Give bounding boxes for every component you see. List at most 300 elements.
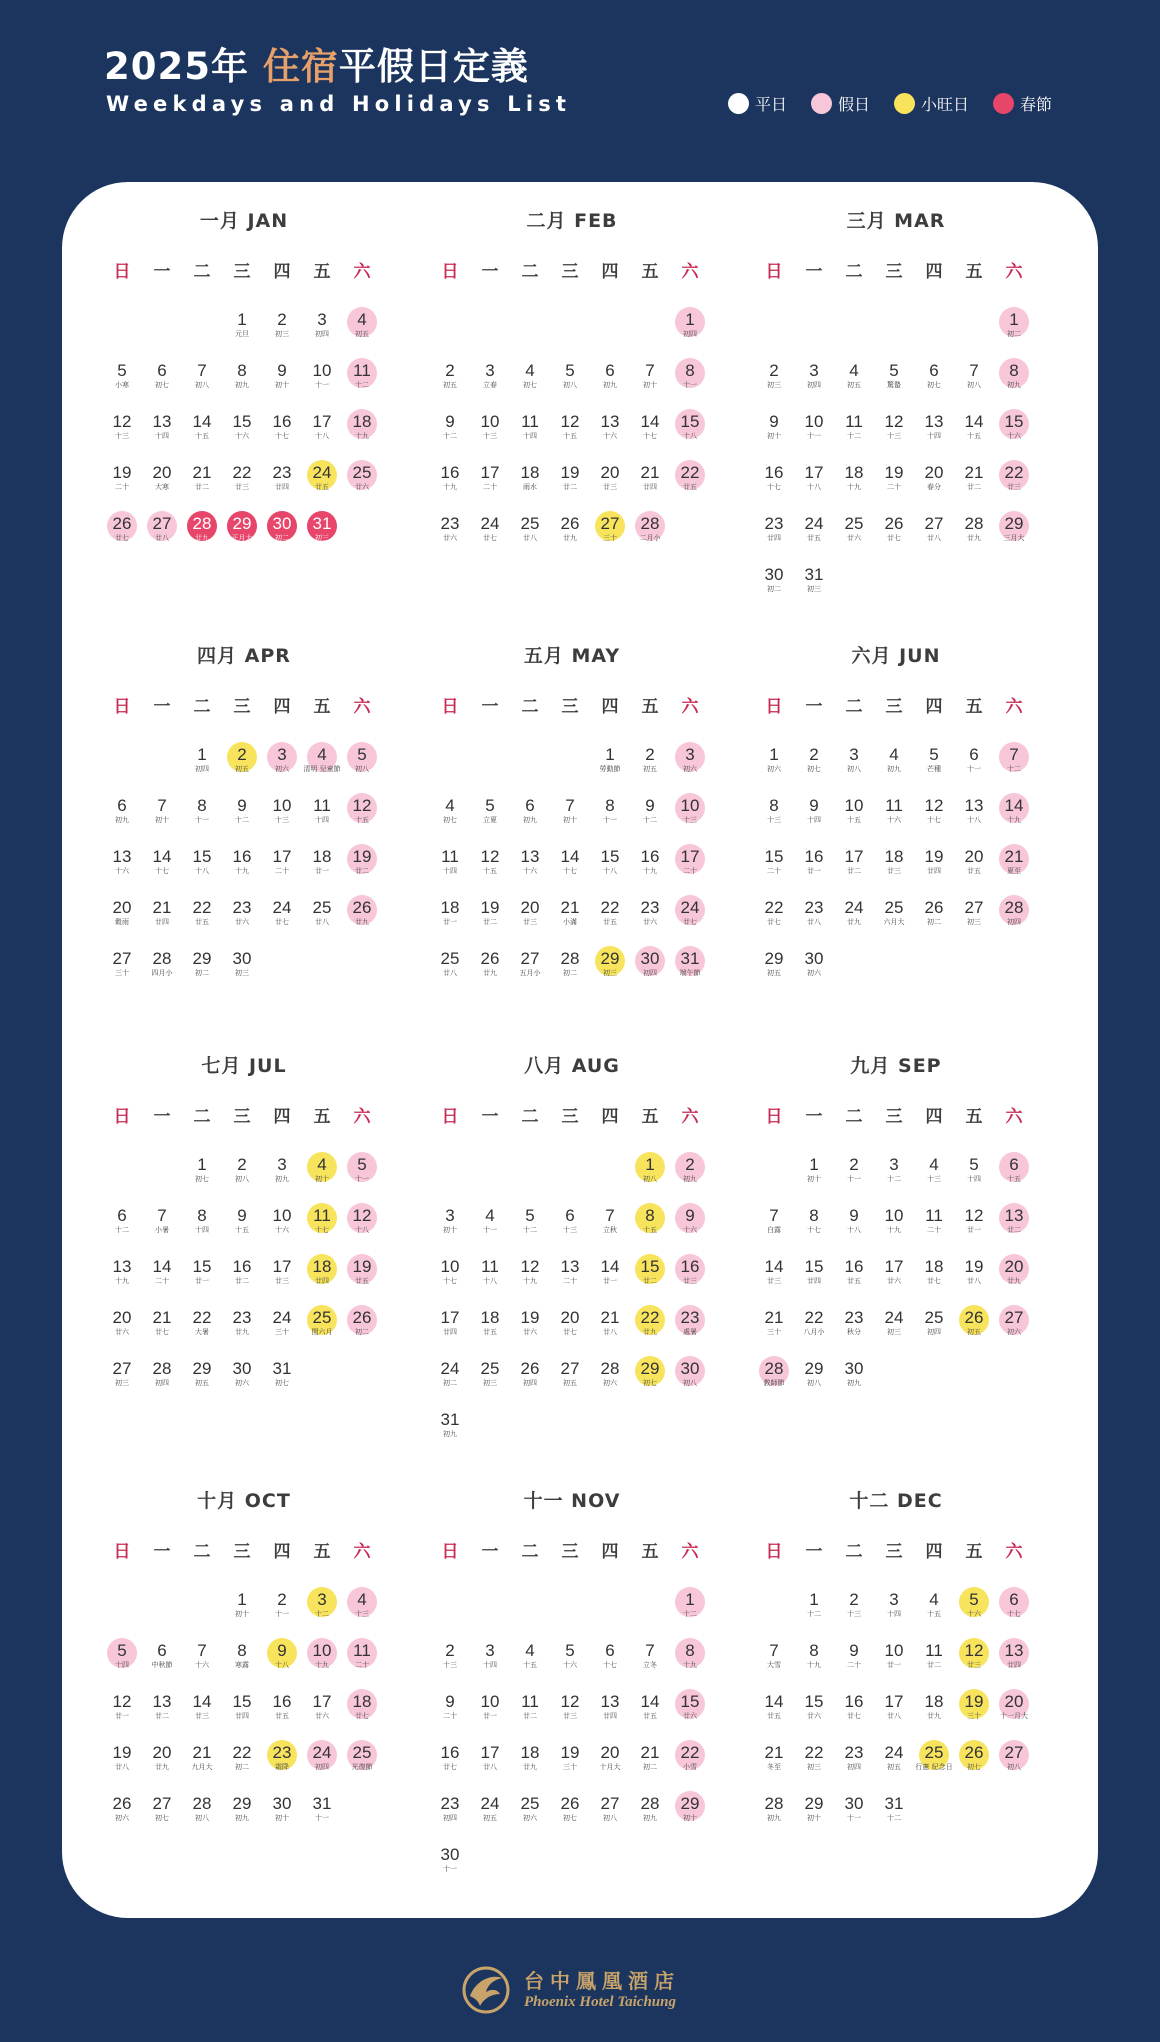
lunar-label: 二十 xyxy=(683,867,697,875)
day-number: 6 xyxy=(1009,1590,1019,1609)
day-cell xyxy=(182,1740,222,1791)
month-block xyxy=(754,1052,1038,1407)
lunar-label: 初三 xyxy=(275,330,289,338)
lunar-label: 初三 xyxy=(483,1379,497,1387)
lunar-label: 廿三 xyxy=(523,918,537,926)
lunar-label: 初九 xyxy=(443,1430,457,1438)
weekday-label: 日 xyxy=(441,1542,459,1562)
day-number: 4 xyxy=(317,1155,327,1174)
lunar-label: 處暑 xyxy=(683,1328,697,1336)
month-title: 八月 AUG xyxy=(524,1055,620,1077)
day-number: 2 xyxy=(445,1641,455,1660)
day-cell xyxy=(142,1203,182,1254)
day-cell xyxy=(550,358,590,409)
day-cell xyxy=(590,793,630,844)
day-number: 11 xyxy=(521,412,539,431)
lunar-label: 十二 xyxy=(643,816,657,824)
day-number: 25 xyxy=(312,1308,332,1327)
day-cell xyxy=(590,1791,630,1842)
day-number: 12 xyxy=(964,1206,984,1225)
day-cell xyxy=(590,409,630,460)
lunar-label: 初六 xyxy=(683,765,697,773)
day-cell xyxy=(834,1254,874,1305)
day-number: 13 xyxy=(112,1257,132,1276)
lunar-label: 初九 xyxy=(887,765,901,773)
day-number: 5 xyxy=(117,361,127,380)
lunar-label: 廿一 xyxy=(315,867,329,875)
lunar-label: 十七 xyxy=(563,867,577,875)
day-number: 23 xyxy=(804,898,824,917)
lunar-label: 十七 xyxy=(443,1277,457,1285)
day-number: 27 xyxy=(520,949,540,968)
lunar-label: 廿五 xyxy=(967,867,981,875)
weekday-label: 六 xyxy=(353,697,371,717)
day-number: 28 xyxy=(1004,898,1024,917)
day-number: 28 xyxy=(640,514,660,533)
day-number: 25 xyxy=(924,1308,944,1327)
day-number: 28 xyxy=(192,514,212,533)
day-cell xyxy=(342,742,382,793)
lunar-label: 初九 xyxy=(275,1175,289,1183)
weekday-header xyxy=(754,692,1038,722)
day-number: 7 xyxy=(769,1641,779,1660)
day-number: 22 xyxy=(232,463,252,482)
day-cell xyxy=(670,460,710,511)
day-cell xyxy=(834,1356,874,1407)
legend-label: 小旺日 xyxy=(920,95,969,114)
day-cell xyxy=(874,1254,914,1305)
day-cell xyxy=(754,1305,794,1356)
weekday-label: 一 xyxy=(153,697,171,717)
day-number: 26 xyxy=(520,1359,540,1378)
lunar-label: 初六 xyxy=(767,765,781,773)
day-cell xyxy=(754,1203,794,1254)
day-number: 29 xyxy=(680,1794,700,1813)
day-cell xyxy=(222,460,262,511)
day-number: 10 xyxy=(884,1641,904,1660)
day-cell xyxy=(470,460,510,511)
lunar-label: 廿一 xyxy=(443,918,457,926)
lunar-label: 初三 xyxy=(315,534,329,542)
day-number: 27 xyxy=(924,514,944,533)
day-number: 5 xyxy=(969,1155,979,1174)
day-cell xyxy=(430,1203,470,1254)
lunar-label: 十五 xyxy=(235,1226,249,1234)
day-cell xyxy=(994,358,1034,409)
day-number: 2 xyxy=(849,1590,859,1609)
day-number: 27 xyxy=(152,1794,172,1813)
day-number: 12 xyxy=(884,412,904,431)
legend-label: 假日 xyxy=(837,95,870,114)
weekday-label: 四 xyxy=(601,1542,619,1562)
day-number: 15 xyxy=(1004,412,1024,431)
lunar-label: 十三 xyxy=(275,816,289,824)
day-number: 18 xyxy=(884,847,904,866)
day-cell xyxy=(994,844,1034,895)
lunar-label: 立冬 xyxy=(643,1661,657,1669)
lunar-label: 十七 xyxy=(155,867,169,875)
lunar-label: 廿六 xyxy=(315,1712,329,1720)
day-cell xyxy=(302,460,342,511)
weekday-header xyxy=(102,692,386,722)
weekday-label: 日 xyxy=(441,697,459,717)
lunar-label: 十五 xyxy=(483,867,497,875)
empty-cell xyxy=(794,307,834,358)
day-number: 6 xyxy=(605,361,615,380)
day-cell xyxy=(182,742,222,793)
day-cell xyxy=(262,895,302,946)
lunar-label: 初九 xyxy=(603,381,617,389)
day-number: 15 xyxy=(680,412,700,431)
day-cell xyxy=(994,1203,1034,1254)
day-cell xyxy=(630,409,670,460)
day-cell xyxy=(914,460,954,511)
lunar-label: 廿二 xyxy=(927,1661,941,1669)
lunar-label: 十二 xyxy=(847,432,861,440)
day-number: 24 xyxy=(312,1743,332,1762)
lunar-label: 初五 xyxy=(483,1814,497,1822)
weekday-header xyxy=(430,1102,714,1132)
day-cell xyxy=(262,1587,302,1638)
lunar-label: 十五 xyxy=(847,816,861,824)
day-number: 3 xyxy=(445,1206,455,1225)
day-number: 31 xyxy=(312,514,332,533)
lunar-label: 初五 xyxy=(643,765,657,773)
lunar-label: 廿一 xyxy=(115,1712,129,1720)
lunar-label: 十一 xyxy=(275,1610,289,1618)
day-number: 21 xyxy=(764,1308,784,1327)
day-cell xyxy=(342,1689,382,1740)
day-cell xyxy=(142,460,182,511)
day-number: 10 xyxy=(272,796,292,815)
day-number: 18 xyxy=(520,463,540,482)
lunar-label: 廿八 xyxy=(155,534,169,542)
weekday-label: 二 xyxy=(845,1542,863,1562)
day-cell xyxy=(510,1254,550,1305)
empty-cell xyxy=(874,307,914,358)
day-cell xyxy=(994,1740,1034,1791)
weekday-label: 六 xyxy=(681,1107,699,1127)
month-block xyxy=(430,1052,714,1458)
weekday-label: 五 xyxy=(641,697,659,717)
day-number: 9 xyxy=(685,1206,695,1225)
lunar-label: 十六 xyxy=(563,1661,577,1669)
month-block xyxy=(754,1487,1038,1842)
lunar-label: 十五 xyxy=(643,1226,657,1234)
lunar-label: 十一 xyxy=(315,1814,329,1822)
day-cell xyxy=(670,1740,710,1791)
day-number: 4 xyxy=(357,310,367,329)
weekday-label: 二 xyxy=(521,1542,539,1562)
day-cell xyxy=(102,793,142,844)
day-cell xyxy=(794,1203,834,1254)
day-number: 2 xyxy=(277,1590,287,1609)
day-cell xyxy=(550,844,590,895)
day-cell xyxy=(754,562,794,613)
day-number: 2 xyxy=(237,1155,247,1174)
day-number: 13 xyxy=(152,412,172,431)
lunar-label: 廿五 xyxy=(195,918,209,926)
day-number: 3 xyxy=(685,745,695,764)
lunar-label: 初二 xyxy=(275,534,289,542)
day-number: 13 xyxy=(964,796,984,815)
day-cell xyxy=(794,946,834,997)
day-cell xyxy=(834,844,874,895)
day-cell xyxy=(874,844,914,895)
day-cell xyxy=(630,1689,670,1740)
day-number: 22 xyxy=(680,463,700,482)
lunar-label: 光復節 xyxy=(351,1763,373,1771)
day-cell xyxy=(182,1203,222,1254)
day-cell xyxy=(670,1152,710,1203)
day-number: 20 xyxy=(600,463,620,482)
day-cell xyxy=(302,409,342,460)
lunar-label: 大雪 xyxy=(767,1661,781,1669)
day-cell xyxy=(994,1305,1034,1356)
day-number: 7 xyxy=(157,796,167,815)
day-number: 18 xyxy=(844,463,864,482)
lunar-label: 十月大 xyxy=(599,1763,621,1771)
weekday-label: 四 xyxy=(925,262,943,282)
lunar-label: 初七 xyxy=(643,1379,657,1387)
day-number: 15 xyxy=(600,847,620,866)
day-number: 13 xyxy=(152,1692,172,1711)
lunar-label: 三十 xyxy=(115,969,129,977)
day-cell xyxy=(794,793,834,844)
day-cell xyxy=(102,409,142,460)
day-number: 13 xyxy=(560,1257,580,1276)
empty-cell xyxy=(954,307,994,358)
lunar-label: 初四 xyxy=(443,1814,457,1822)
day-number: 24 xyxy=(272,898,292,917)
day-cell xyxy=(834,460,874,511)
day-cell xyxy=(590,1689,630,1740)
lunar-label: 驚蟄 xyxy=(887,381,901,389)
day-cell xyxy=(262,409,302,460)
day-cell xyxy=(794,511,834,562)
day-number: 27 xyxy=(1004,1743,1024,1762)
day-number: 16 xyxy=(272,412,292,431)
day-number: 24 xyxy=(844,898,864,917)
month-title: 十二 DEC xyxy=(849,1490,943,1512)
day-number: 12 xyxy=(560,412,580,431)
weekday-label: 五 xyxy=(965,697,983,717)
day-number: 5 xyxy=(485,796,495,815)
day-cell xyxy=(630,844,670,895)
day-number: 10 xyxy=(680,796,700,815)
day-cell xyxy=(994,307,1034,358)
weekday-label: 四 xyxy=(273,697,291,717)
lunar-label: 四月小 xyxy=(151,969,173,977)
day-cell xyxy=(630,946,670,997)
lunar-label: 大暑 xyxy=(195,1328,209,1336)
lunar-label: 初二 xyxy=(195,969,209,977)
day-cell xyxy=(914,1305,954,1356)
day-cell xyxy=(914,742,954,793)
day-number: 21 xyxy=(640,1743,660,1762)
lunar-label: 初十 xyxy=(275,1814,289,1822)
weekday-label: 五 xyxy=(641,1107,659,1127)
lunar-label: 十一 xyxy=(807,432,821,440)
day-number: 6 xyxy=(157,1641,167,1660)
day-cell xyxy=(102,895,142,946)
day-number: 10 xyxy=(312,361,332,380)
day-cell xyxy=(182,946,222,997)
day-cell xyxy=(262,1638,302,1689)
lunar-label: 二十 xyxy=(115,483,129,491)
day-cell xyxy=(222,358,262,409)
day-cell xyxy=(102,1356,142,1407)
day-cell xyxy=(222,307,262,358)
day-cell xyxy=(670,307,710,358)
day-cell xyxy=(550,511,590,562)
lunar-label: 小暑 xyxy=(155,1226,169,1234)
day-number: 17 xyxy=(480,1743,500,1762)
day-number: 4 xyxy=(929,1590,939,1609)
day-number: 23 xyxy=(764,514,784,533)
lunar-label: 廿四 xyxy=(767,534,781,542)
day-cell xyxy=(182,1254,222,1305)
lunar-label: 廿四 xyxy=(603,1712,617,1720)
day-number: 8 xyxy=(809,1206,819,1225)
day-number: 28 xyxy=(600,1359,620,1378)
lunar-label: 二十 xyxy=(563,1277,577,1285)
day-cell xyxy=(470,1356,510,1407)
day-cell xyxy=(630,511,670,562)
day-number: 14 xyxy=(964,412,984,431)
day-number: 30 xyxy=(680,1359,700,1378)
footer-name-cn: 台中鳳凰酒店 xyxy=(524,1969,680,1993)
lunar-label: 十九 xyxy=(643,867,657,875)
weekday-label: 五 xyxy=(313,1542,331,1562)
lunar-label: 初三 xyxy=(807,1763,821,1771)
day-number: 8 xyxy=(685,361,695,380)
day-cell xyxy=(630,1356,670,1407)
empty-cell xyxy=(102,742,142,793)
lunar-label: 十九 xyxy=(887,1226,901,1234)
day-cell xyxy=(670,1254,710,1305)
lunar-label: 十九 xyxy=(235,867,249,875)
day-cell xyxy=(794,1689,834,1740)
lunar-label: 十二 xyxy=(887,1175,901,1183)
lunar-label: 初四 xyxy=(683,330,697,338)
day-number: 9 xyxy=(849,1206,859,1225)
day-cell xyxy=(754,946,794,997)
lunar-label: 廿一 xyxy=(603,1277,617,1285)
day-cell xyxy=(142,793,182,844)
lunar-label: 八月小 xyxy=(803,1328,825,1336)
day-cell xyxy=(470,793,510,844)
day-number: 23 xyxy=(272,463,292,482)
weekday-label: 四 xyxy=(601,1107,619,1127)
weekday-header xyxy=(430,692,714,722)
day-number: 23 xyxy=(640,898,660,917)
day-cell xyxy=(302,1587,342,1638)
lunar-label: 廿八 xyxy=(483,1763,497,1771)
day-cell xyxy=(342,1203,382,1254)
day-number: 30 xyxy=(272,514,292,533)
lunar-label: 寒露 xyxy=(235,1661,249,1669)
day-cell xyxy=(470,1254,510,1305)
day-cell xyxy=(630,1305,670,1356)
day-cell xyxy=(470,1791,510,1842)
days-grid xyxy=(754,742,1038,997)
day-cell xyxy=(550,1740,590,1791)
legend-label: 平日 xyxy=(754,95,787,114)
lunar-label: 十六 xyxy=(523,867,537,875)
empty-cell xyxy=(142,307,182,358)
weekday-label: 二 xyxy=(193,262,211,282)
lunar-label: 廿三 xyxy=(275,1277,289,1285)
day-number: 7 xyxy=(969,361,979,380)
day-cell xyxy=(470,511,510,562)
day-number: 19 xyxy=(112,1743,132,1762)
lunar-label: 十二 xyxy=(807,1610,821,1618)
lunar-label: 秋分 xyxy=(847,1328,861,1336)
weekday-label: 六 xyxy=(1005,697,1023,717)
day-cell xyxy=(630,1740,670,1791)
lunar-label: 廿九 xyxy=(1007,1277,1021,1285)
day-number: 5 xyxy=(969,1590,979,1609)
day-cell xyxy=(670,1638,710,1689)
empty-cell xyxy=(590,1587,630,1638)
day-number: 8 xyxy=(197,1206,207,1225)
day-cell xyxy=(834,1587,874,1638)
lunar-label: 初十 xyxy=(443,1226,457,1234)
day-cell xyxy=(874,793,914,844)
lunar-label: 廿六 xyxy=(807,1712,821,1720)
day-cell xyxy=(994,742,1034,793)
weekday-label: 三 xyxy=(885,1542,903,1562)
day-cell xyxy=(302,1305,342,1356)
weekday-label: 五 xyxy=(313,697,331,717)
day-cell xyxy=(914,358,954,409)
day-cell xyxy=(630,1254,670,1305)
day-cell xyxy=(102,460,142,511)
day-number: 2 xyxy=(237,745,247,764)
weekday-label: 六 xyxy=(1005,1107,1023,1127)
lunar-label: 十二 xyxy=(235,816,249,824)
day-number: 8 xyxy=(645,1206,655,1225)
lunar-label: 廿九 xyxy=(847,918,861,926)
day-cell xyxy=(954,1638,994,1689)
empty-cell xyxy=(102,307,142,358)
lunar-label: 十四 xyxy=(523,432,537,440)
lunar-label: 廿五 xyxy=(315,483,329,491)
lunar-label: 初三 xyxy=(115,1379,129,1387)
lunar-label: 初九 xyxy=(643,1814,657,1822)
weekday-label: 四 xyxy=(601,262,619,282)
day-cell xyxy=(954,1305,994,1356)
lunar-label: 初三 xyxy=(887,1328,901,1336)
lunar-label: 初七 xyxy=(927,381,941,389)
lunar-label: 十八 xyxy=(275,1661,289,1669)
lunar-label: 十七 xyxy=(275,432,289,440)
day-cell xyxy=(590,1254,630,1305)
lunar-label: 十七 xyxy=(315,1226,329,1234)
day-number: 31 xyxy=(680,949,700,968)
day-number: 15 xyxy=(680,1692,700,1711)
lunar-label: 初五 xyxy=(887,1763,901,1771)
weekday-label: 二 xyxy=(521,262,539,282)
lunar-label: 行憲 紀念日 xyxy=(915,1763,953,1771)
day-number: 31 xyxy=(884,1794,904,1813)
day-cell xyxy=(794,460,834,511)
lunar-label: 廿九 xyxy=(155,1763,169,1771)
day-number: 5 xyxy=(889,361,899,380)
day-number: 19 xyxy=(480,898,500,917)
weekday-label: 四 xyxy=(273,262,291,282)
